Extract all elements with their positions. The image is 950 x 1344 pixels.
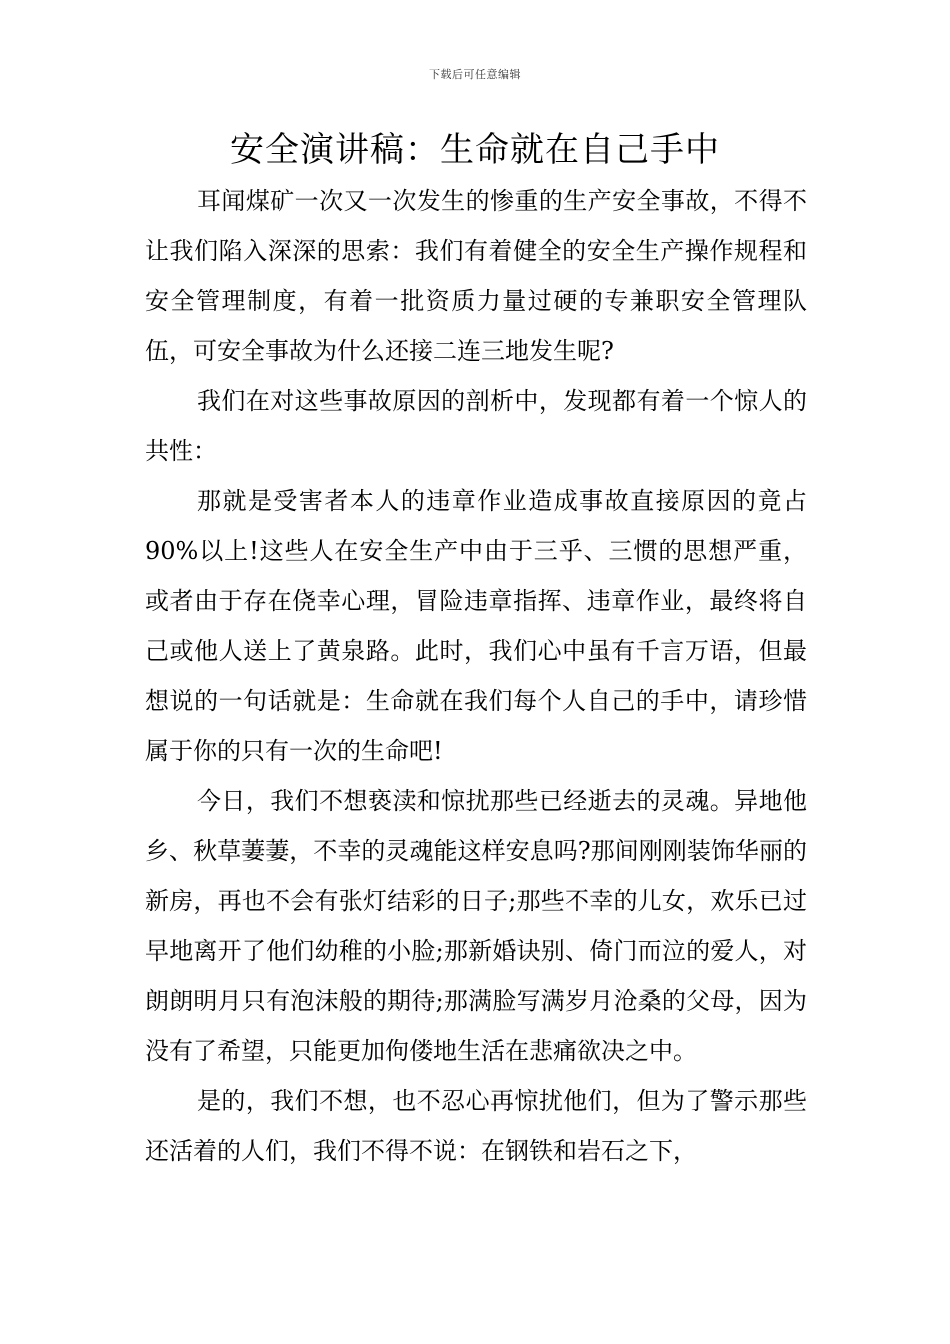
page-title: 安全演讲稿：生命就在自己手中 xyxy=(230,130,720,170)
header-note: 下载后可任意编辑 xyxy=(429,68,521,81)
paragraph: 今日，我们不想亵渎和惊扰那些已经逝去的灵魂。异地他乡、秋草萋萋，不幸的灵魂能这样安息吗?那间刚刚装饰华丽的新房，再也不会有张灯结彩的日子;那些不幸的儿女，欢乐已过早地离开了他们幼稚的小脸;那新婚诀别、倚门而泣的爱人，对朗朗明月只有泡沫般的期待;那满脸写满岁月沧桑的父母，因为没有了希望，只能更加佝偻地生活在悲痛欲决之中。 xyxy=(145,787,807,1065)
paragraph: 耳闻煤矿一次又一次发生的惨重的生产安全事故，不得不让我们陷入深深的思索：我们有着健全的安全生产操作规程和安全管理制度，有着一批资质力量过硬的专兼职安全管理队伍，可安全事故为什么还接二连三地发生呢? xyxy=(145,187,807,365)
paragraph: 是的，我们不想，也不忍心再惊扰他们，但为了警示那些还活着的人们，我们不得不说：在钢铁和岩石之下， xyxy=(145,1087,807,1165)
paragraph: 那就是受害者本人的违章作业造成事故直接原因的竟占90%以上!这些人在安全生产中由于三乎、三惯的思想严重，或者由于存在侥幸心理，冒险违章指挥、违章作业，最终将自己或他人送上了黄泉路。此时，我们心中虽有千言万语，但最想说的一句话就是：生命就在我们每个人自己的手中，请珍惜属于你的只有一次的生命吧! xyxy=(145,487,807,765)
paragraph: 我们在对这些事故原因的剖析中，发现都有着一个惊人的共性： xyxy=(145,387,807,465)
document-body xyxy=(145,176,807,1176)
